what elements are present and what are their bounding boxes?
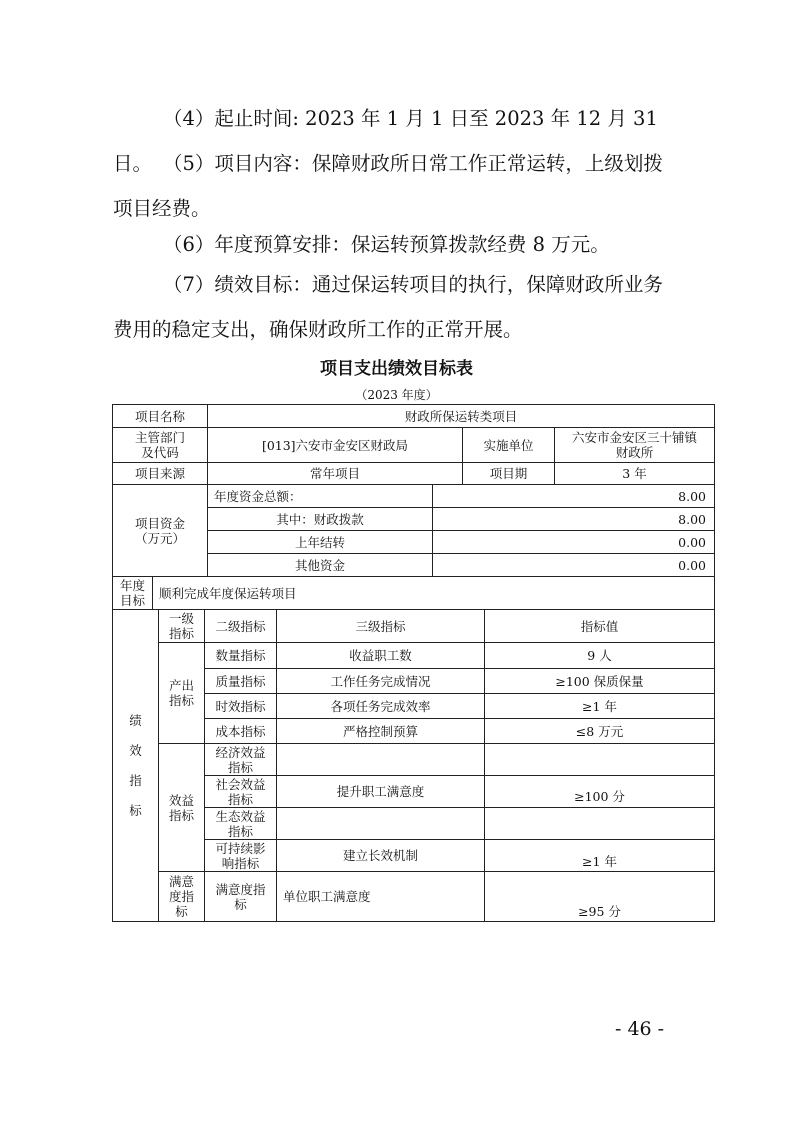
table-row-quality-l2: 质量指标 [205,669,277,694]
benefit-indicators-label: 效益 指标 [159,744,205,872]
table-row-timeliness-l3: 各项任务完成效率 [277,694,485,719]
table-row-ecological-value [485,808,714,840]
table-row-cost-l2: 成本指标 [205,719,277,744]
output-indicators-label: 产出 指标 [159,643,205,744]
funds-total-value: 8.00 [433,485,714,508]
funds-fiscal-value: 8.00 [433,508,714,531]
table-row-satisfaction-l2: 满意度指 标 [205,872,277,921]
paragraph-budget: （6）年度预算安排：保运转预算拨款经费 8 万元。 [163,233,610,256]
table-row-cost-l3: 严格控制预算 [277,719,485,744]
table-row-quantity-value: 9 人 [485,643,714,669]
dept-value: [013]六安市金安区财政局 [208,428,463,463]
period-value: 3 年 [555,463,714,485]
funds-total-label: 年度资金总额： [208,485,433,508]
paragraph-period: （4）起止时间: 2023 年 1 月 1 日至 2023 年 12 月 31 日。 [113,107,658,175]
project-name-label: 项目名称 [113,405,208,428]
paragraph-goal: （7）绩效目标：通过保运转项目的执行，保障财政所业务费用的稳定支出，确保财政所工作的正常开展。 [113,273,663,341]
table-row-satisfaction-value: ≥95 分 [578,904,621,919]
page-number: - 46 - [615,1018,665,1040]
paragraph-content: （5）项目内容：保障财政所日常工作正常运转，上级划拨项目经费。 [113,152,663,220]
table-row-quantity-l3: 收益职工数 [277,643,485,669]
period-label: 项目期 [463,463,555,485]
header-value: 指标值 [485,610,714,643]
source-value: 常年项目 [208,463,463,485]
table-row-sustainable-l3: 建立长效机制 [277,840,485,872]
funds-other-label: 其他资金 [208,554,433,577]
header-level3: 三级指标 [277,610,485,643]
table-row-satisfaction-l3: 单位职工满意度 [277,872,485,921]
funds-carryover-value: 0.00 [433,531,714,554]
table-row-ecological-l3 [277,808,485,840]
table-row-economic-l2: 经济效益 指标 [205,744,277,776]
impl-label: 实施单位 [463,428,555,463]
project-name-value: 财政所保运转类项目 [208,405,714,428]
table-row-quality-l3: 工作任务完成情况 [277,669,485,694]
table-row-economic-l3 [277,744,485,776]
table-row-sustainable-value: ≥1 年 [485,840,714,872]
impl-value: 六安市金安区三十铺镇 财政所 [555,428,714,463]
dept-label: 主管部门 及代码 [113,428,208,463]
funds-carryover-label: 上年结转 [208,531,433,554]
table-row-cost-value: ≤8 万元 [485,719,714,744]
table-row-timeliness-value: ≥1 年 [485,694,714,719]
table-row-social-l2: 社会效益 指标 [205,776,277,808]
table-row-social-l3: 提升职工满意度 [277,776,485,808]
table-row-social-value: ≥100 分 [485,776,714,808]
table-row-ecological-l2: 生态效益 指标 [205,808,277,840]
header-level1: 一级 指标 [159,610,205,643]
performance-indicators-label: 绩 效 指 标 [113,610,159,921]
table-title: 项目支出绩效目标表 [320,359,473,379]
annual-goal-value: 顺利完成年度保运转项目 [153,577,714,610]
table-row-economic-value [485,744,714,776]
funds-label: 项目资金 （万元） [113,485,208,577]
annual-goal-label: 年度 目标 [113,577,153,610]
table-row-timeliness-l2: 时效指标 [205,694,277,719]
header-level2: 二级指标 [205,610,277,643]
table-row-sustainable-l2: 可持续影 响指标 [205,840,277,872]
table-row-quality-value: ≥100 保质保量 [485,669,714,694]
performance-table [112,404,715,922]
table-year: （2023 年度） [355,388,438,402]
table-row-quantity-l2: 数量指标 [205,643,277,669]
source-label: 项目来源 [113,463,208,485]
funds-other-value: 0.00 [433,554,714,577]
satisfaction-indicators-label: 满意 度指 标 [159,872,205,921]
funds-fiscal-label: 其中：财政拨款 [208,508,433,531]
